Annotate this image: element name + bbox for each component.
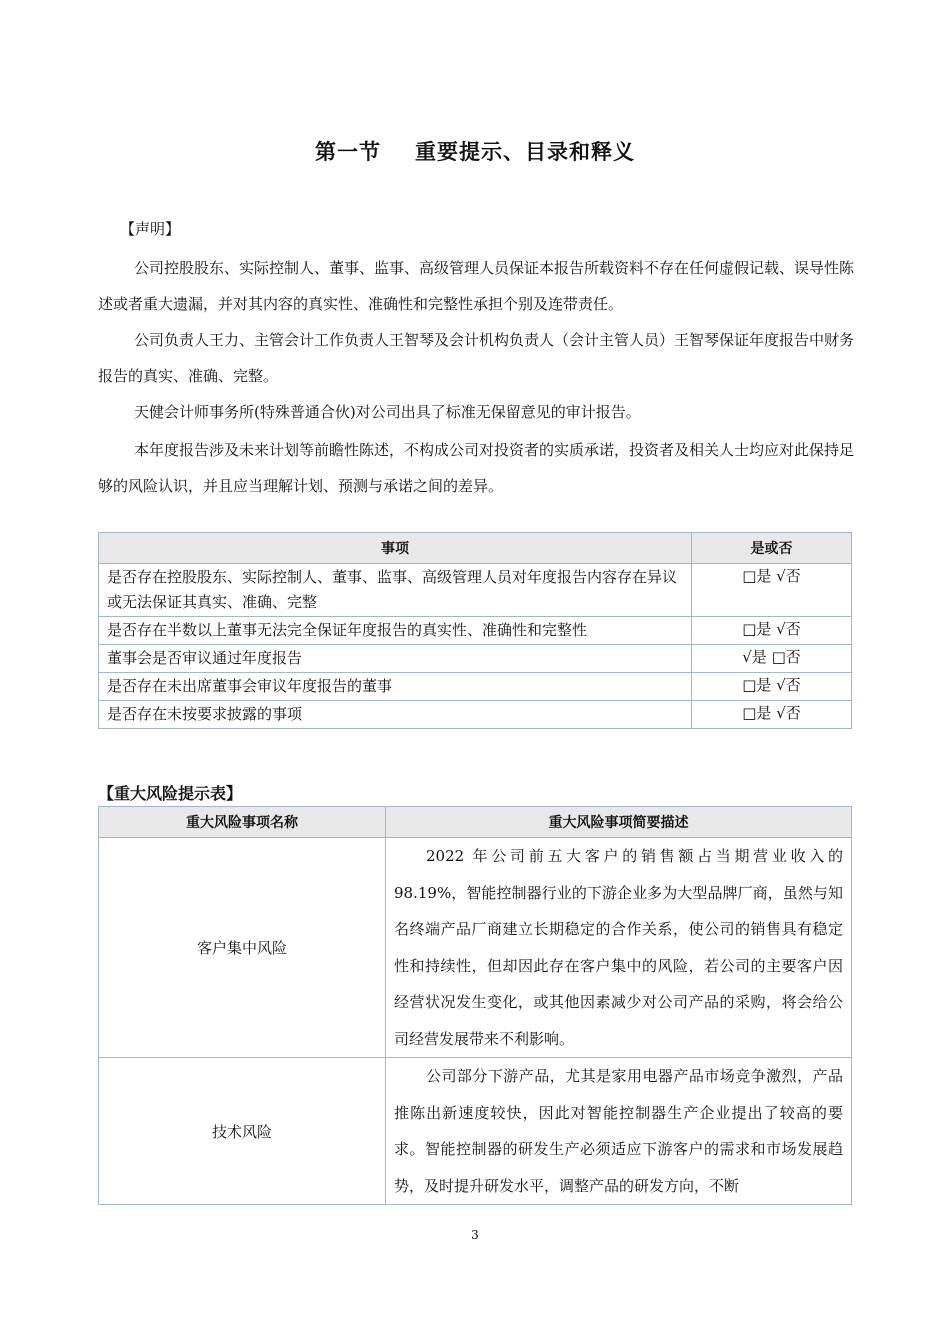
risk-table — [98, 806, 852, 1205]
table-row — [99, 673, 852, 701]
table-row — [99, 1058, 852, 1205]
matters-header-item: 事项 — [99, 533, 692, 564]
matter-answer: □是 √否 — [692, 673, 852, 701]
statement-paragraph-1: 公司控股股东、实际控制人、董事、监事、高级管理人员保证本报告所载资料不存在任何虚假记载、误导性陈述或者重大遗漏，并对其内容的真实性、准确性和完整性承担个别及连带责任。 — [98, 259, 855, 313]
risk-name: 客户集中风险 — [99, 838, 386, 1058]
section-title — [0, 136, 950, 166]
matters-header-row — [99, 533, 852, 564]
table-row — [99, 564, 852, 617]
risk-description: 公司部分下游产品，尤其是家用电器产品市场竞争激烈，产品推陈出新速度较快，因此对智能控制器生产企业提出了较高的要求。智能控制器的研发生产必须适应下游客户的需求和市场发展趋势，及时提升研发水平，调整产品的研发方向，不断 — [386, 1058, 852, 1205]
risk-description: 2022 年公司前五大客户的销售额占当期营业收入的 98.19%，智能控制器行业的下游企业多为大型品牌厂商，虽然与知名终端产品厂商建立长期稳定的合作关系，使公司的销售具有稳定性和持续性，但却因此存在客户集中的风险，若公司的主要客户因经营状况发生变化，或其他因素减少对公司产品的采购，将会给公司经营发展带来不利影响。 — [386, 838, 852, 1058]
matter-item: 是否存在未出席董事会审议年度报告的董事 — [99, 673, 692, 701]
statement-paragraph-2: 公司负责人王力、主管会计工作负责人王智琴及会计机构负责人（会计主管人员）王智琴保证年度报告中财务报告的真实、准确、完整。 — [98, 331, 855, 385]
matter-item: 是否存在未按要求披露的事项 — [99, 701, 692, 729]
statement-paragraph-4: 本年度报告涉及未来计划等前瞻性陈述，不构成公司对投资者的实质承诺，投资者及相关人士均应对此保持足够的风险认识，并且应当理解计划、预测与承诺之间的差异。 — [98, 441, 855, 495]
risk-table-heading: 【重大风险提示表】 — [98, 784, 243, 803]
matter-answer: □是 √否 — [692, 564, 852, 617]
table-row — [99, 617, 852, 645]
matter-item: 是否存在半数以上董事无法完全保证年度报告的真实性、准确性和完整性 — [99, 617, 692, 645]
risk-header-description: 重大风险事项简要描述 — [386, 807, 852, 838]
statement-label: 【声明】 — [120, 220, 181, 238]
risk-name: 技术风险 — [99, 1058, 386, 1205]
statement-paragraph-3: 天健会计师事务所(特殊普通合伙)对公司出具了标准无保留意见的审计报告。 — [134, 403, 641, 421]
table-row — [99, 838, 852, 1058]
table-row — [99, 645, 852, 673]
matters-header-answer: 是或否 — [692, 533, 852, 564]
matter-answer: □是 √否 — [692, 617, 852, 645]
matter-item: 是否存在控股股东、实际控制人、董事、监事、高级管理人员对年度报告内容存在异议或无法保证其真实、准确、完整 — [99, 564, 692, 617]
matters-table — [98, 532, 852, 729]
matter-answer: √是 □否 — [692, 645, 852, 673]
matter-answer: □是 √否 — [692, 701, 852, 729]
matter-item: 董事会是否审议通过年度报告 — [99, 645, 692, 673]
section-title-text: 重要提示、目录和释义 — [415, 140, 635, 164]
page-number: 3 — [471, 1228, 479, 1242]
section-number: 第一节 — [315, 140, 381, 164]
risk-header-name: 重大风险事项名称 — [99, 807, 386, 838]
table-row — [99, 701, 852, 729]
risk-header-row — [99, 807, 852, 838]
